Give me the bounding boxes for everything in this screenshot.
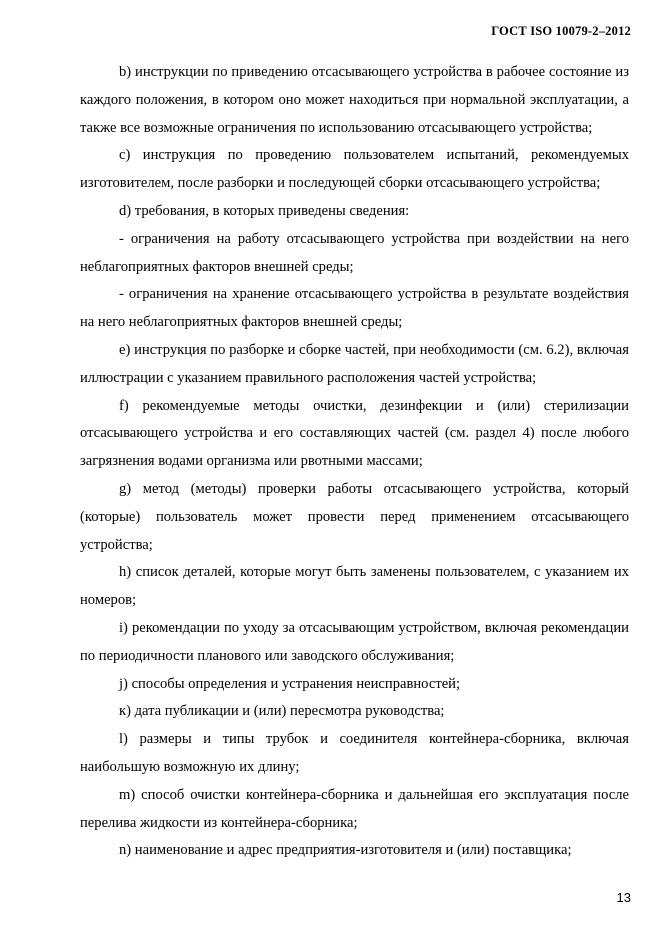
list-item-g: g) метод (методы) проверки работы отсасывающего устройства, который (которые) пользователь может провести перед применением отсасывающего устройства;: [80, 480, 629, 553]
list-item-d: d) требования, в которых приведены сведения:: [119, 202, 410, 219]
document-header: ГОСТ ISO 10079-2–2012: [491, 24, 631, 38]
list-item-f: f) рекомендуемые методы очистки, дезинфекции и (или) стерилизации отсасывающего устройства и его составляющих частей (см. раздел 4) после любого загрязнения водами организма или рвотными массами;: [80, 397, 629, 470]
list-item-m: m) способ очистки контейнера-сборника и дальнейшая его эксплуатация после перелива жидкости из контейнера-сборника;: [80, 786, 629, 831]
list-item-e: e) инструкция по разборке и сборке частей, при необходимости (см. 6.2), включая иллюстрации с указанием правильного расположения частей устройства;: [80, 341, 629, 386]
page-number: 13: [616, 890, 631, 905]
list-item-i: i) рекомендации по уходу за отсасывающим устройством, включая рекомендации по периодичности планового или заводского обслуживания;: [80, 619, 629, 664]
document-body: [80, 59, 629, 865]
list-item-j: j) способы определения и устранения неисправностей;: [119, 675, 461, 692]
list-item-n: n) наименование и адрес предприятия-изготовителя и (или) поставщика;: [119, 842, 572, 859]
list-item-k: к) дата публикации и (или) пересмотра руководства;: [119, 703, 445, 720]
list-item-l: l) размеры и типы трубок и соединителя контейнера-сборника, включая наибольшую возможную их длину;: [80, 731, 629, 775]
list-item-b: b) инструкции по приведению отсасывающего устройства в рабочее состояние из каждого положения, в котором оно может находиться при нормальной эксплуатации, а также все возможные ограничения по использованию отсасывающего устройства;: [80, 64, 629, 136]
list-item-h: h) список деталей, которые могут быть заменены пользователем, с указанием их номеров;: [80, 564, 629, 609]
sub-item-storage-limits: - ограничения на хранение отсасывающего устройства в результате воздействия на него неблагоприятных факторов внешней среды;: [80, 286, 629, 331]
list-item-c: c) инструкция по проведению пользователем испытаний, рекомендуемых изготовителем, после разборки и последующей сборки отсасывающего устройства;: [80, 147, 629, 192]
sub-item-operation-limits: - ограничения на работу отсасывающего устройства при воздействии на него неблагоприятных факторов внешней среды;: [80, 230, 629, 275]
